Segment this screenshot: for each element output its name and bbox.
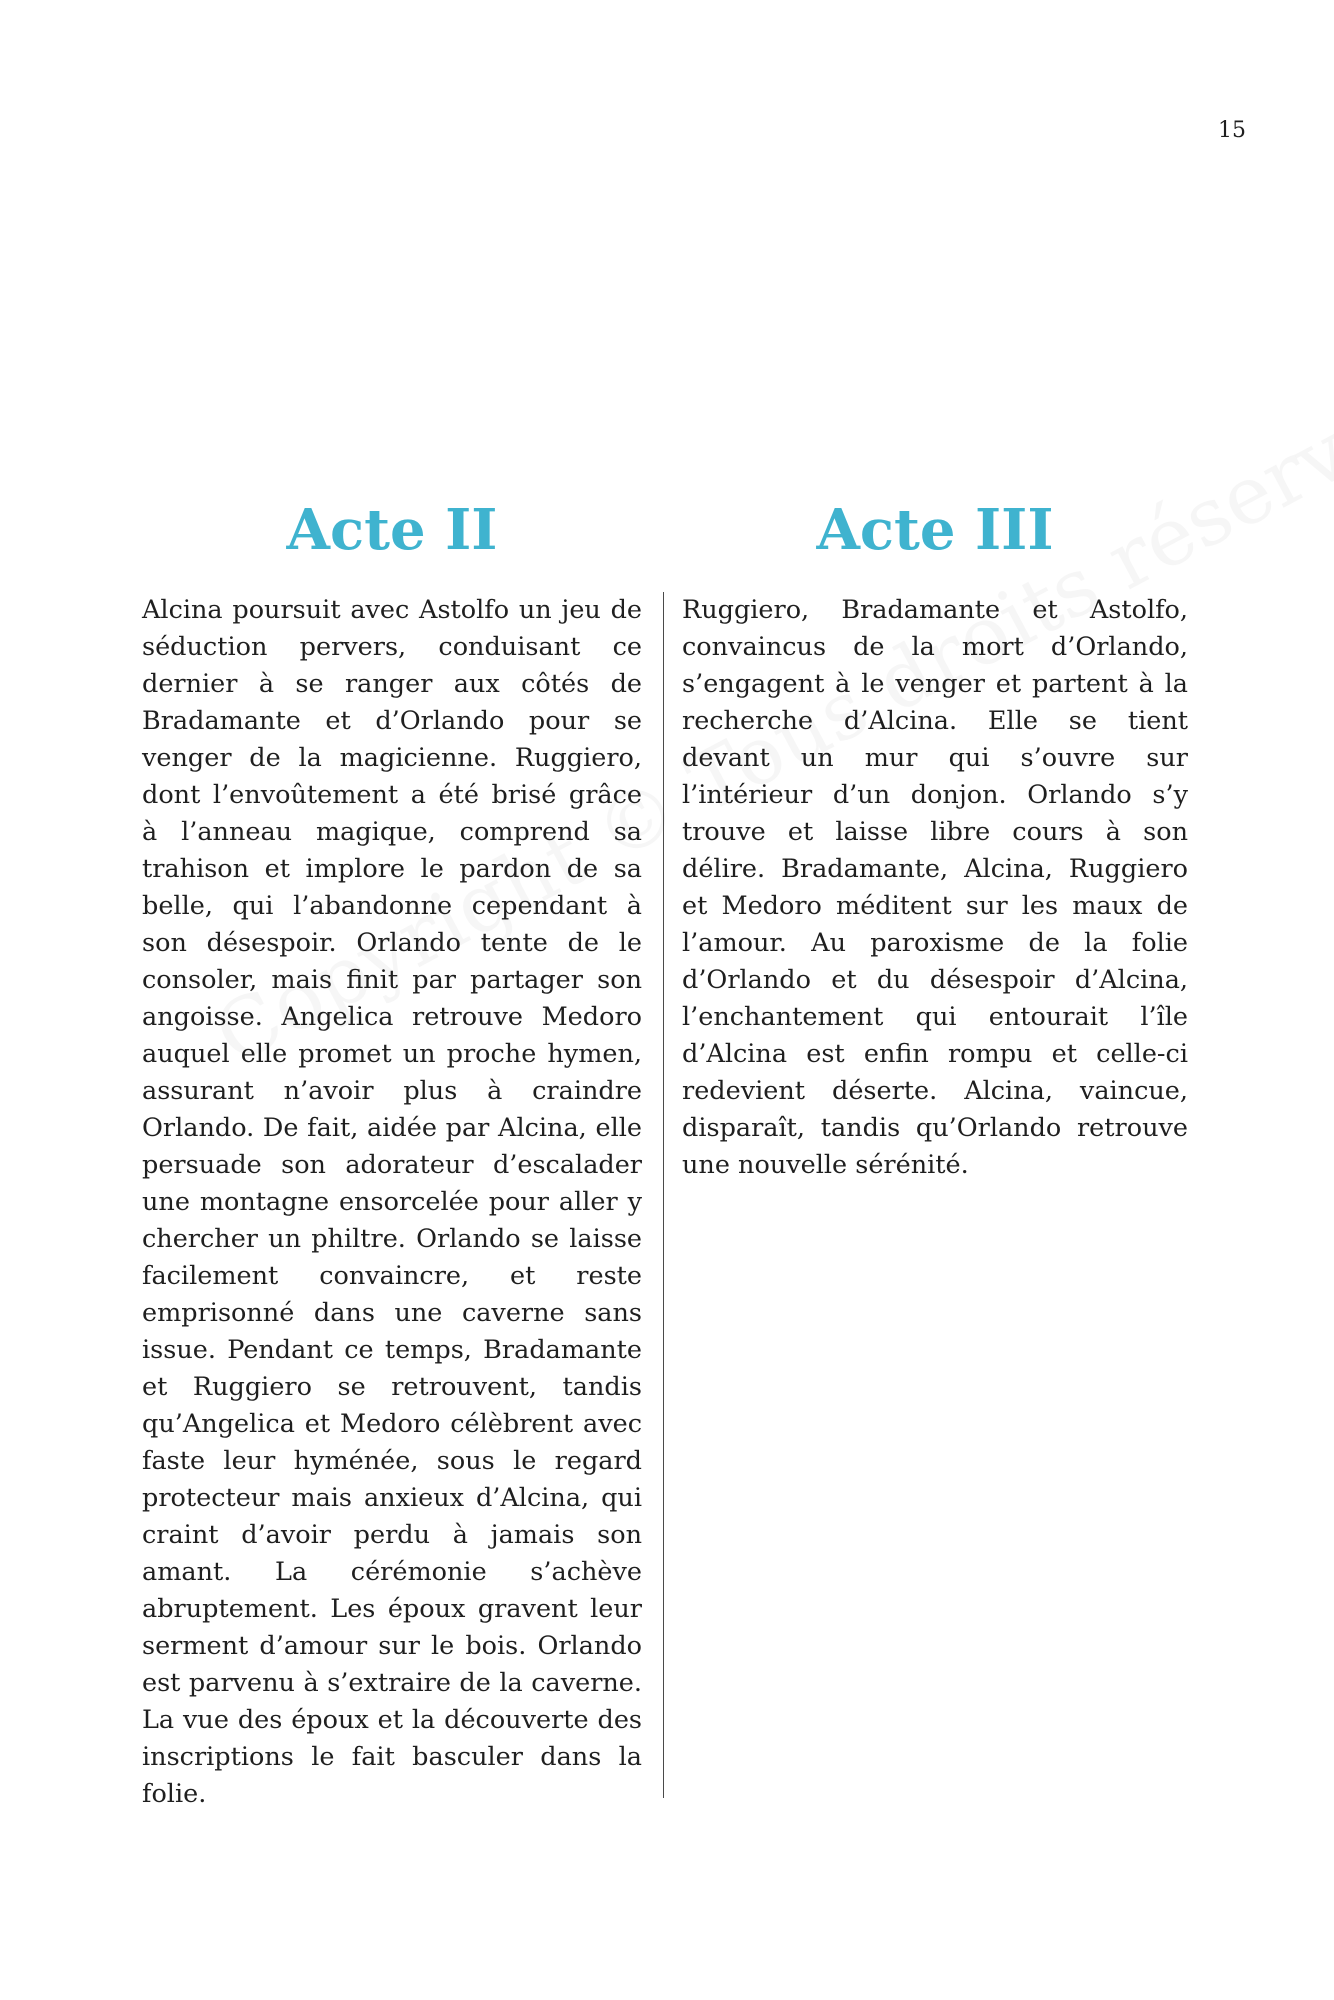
page-number: 15: [1218, 118, 1246, 143]
column-divider: [663, 592, 664, 1798]
act-3-synopsis: Ruggiero, Bradamante et Astolfo, convaincus de la mort d’Orlando, s’engagent à le venger et partent à la recherche d’Alcina. Elle se tient devant un mur qui s’ouvre sur l’intérieur d’un donjon. Orlando s’y trouve et laisse libre cours à son délire. Bradamante, Alcina, Ruggiero et Medoro méditent sur les maux de l’amour. Au paroxisme de la folie d’Orlando et du désespoir d’Alcina, l’enchantement qui entourait l’île d’Alcina est enfin rompu et celle-ci redevient déserte. Alcina, vaincue, disparaît, tandis qu’Orlando retrouve une nouvelle sérénité.: [682, 595, 1188, 1180]
act-3-title: Acte III: [816, 497, 1054, 563]
act-2-synopsis: Alcina poursuit avec Astolfo un jeu de séduction pervers, conduisant ce dernier à se ranger aux côtés de Bradamante et d’Orlando pour se venger de la magicienne. Ruggiero, dont l’envoûtement a été brisé grâce à l’anneau magique, comprend sa trahison et implore le pardon de sa belle, qui l’abandonne cependant à son désespoir. Orlando tente de le consoler, mais finit par partager son angoisse. Angelica retrouve Medoro auquel elle promet un proche hymen, assurant n’avoir plus à craindre Orlando. De fait, aidée par Alcina, elle persuade son adorateur d’escalader une montagne ensorcelée pour aller y chercher un philtre. Orlando se laisse facilement convaincre, et reste emprisonné dans une caverne sans issue. Pendant ce temps, Bradamante et Ruggiero se retrouvent, tandis qu’Angelica et Medoro célèbrent avec faste leur hyménée, sous le regard protecteur mais anxieux d’Alcina, qui craint d’avoir perdu à jamais son amant. La cérémonie s’achève abruptement. Les époux gravent leur serment d’amour sur le bois. Orlando est parvenu à s’extraire de la caverne. La vue des époux et la découverte des inscriptions le fait basculer dans la folie.: [142, 595, 642, 1809]
act-2-title: Acte II: [286, 497, 498, 563]
